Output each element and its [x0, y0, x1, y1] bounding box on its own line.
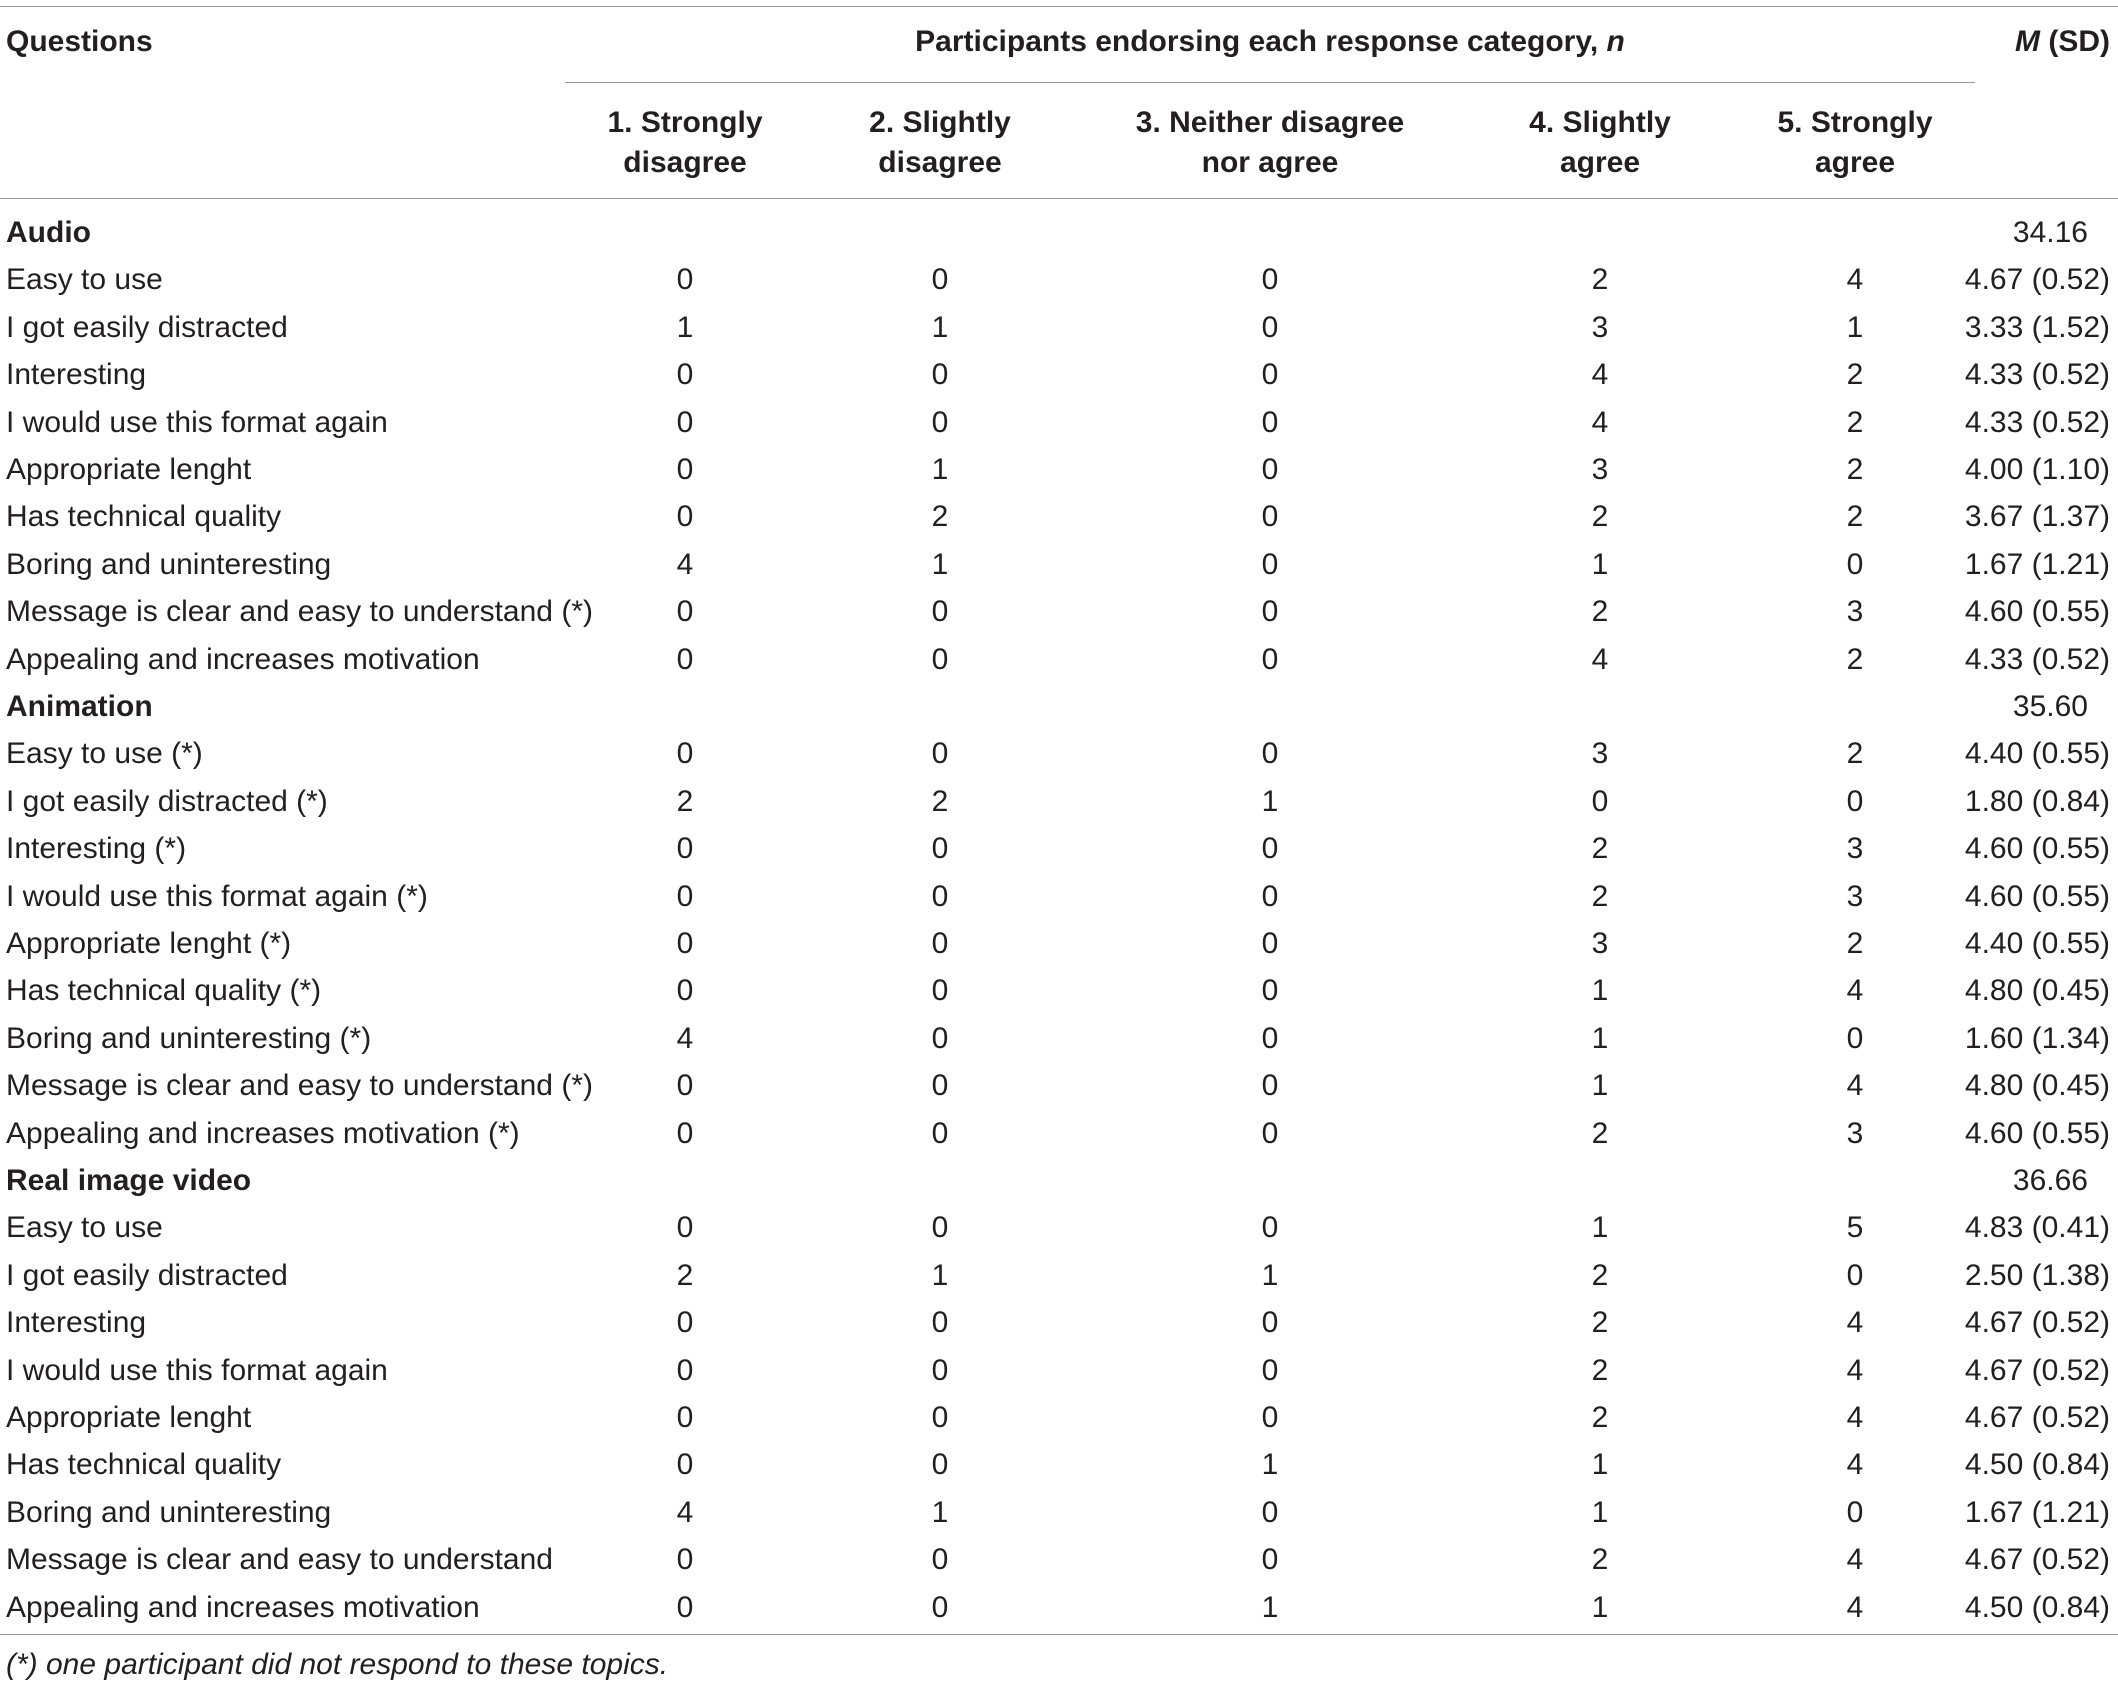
question-cell: I would use this format again (*) [6, 879, 428, 913]
table-row [0, 1348, 2118, 1395]
count-cell-3: 0 [1261, 1543, 1279, 1577]
count-cell-4: 2 [1591, 1258, 1609, 1292]
count-cell-1: 0 [676, 1401, 694, 1434]
mean-sd-cell: 4.67 (0.52) [1964, 1353, 2110, 1387]
count-cell-4: 2 [1591, 500, 1609, 534]
section-row [0, 684, 2118, 731]
count-cell-5: 3 [1846, 595, 1864, 629]
count-cell-2: 0 [931, 1306, 949, 1340]
count-cell-5: 0 [1846, 1021, 1864, 1055]
question-cell: Appealing and increases motivation (*) [6, 1116, 520, 1150]
table-row [0, 637, 2118, 684]
table-row [0, 1253, 2118, 1300]
mean-sd-cell: 4.60 (0.55) [1964, 595, 2110, 629]
header-questions: Questions [6, 25, 153, 58]
question-cell: Has technical quality (*) [6, 974, 322, 1008]
count-cell-5: 2 [1846, 453, 1864, 486]
count-cell-2: 0 [931, 1401, 949, 1434]
mean-sd-cell: 4.80 (0.45) [1964, 974, 2110, 1008]
table-row [0, 589, 2118, 636]
count-cell-5: 2 [1846, 737, 1864, 771]
table-row [0, 494, 2118, 541]
count-cell-1: 0 [676, 263, 694, 297]
count-cell-2: 0 [931, 1448, 949, 1482]
count-cell-1: 0 [676, 1211, 694, 1245]
count-cell-3: 0 [1261, 974, 1279, 1008]
count-cell-3: 0 [1261, 500, 1279, 534]
count-cell-5: 3 [1846, 879, 1864, 913]
table-row [0, 1442, 2118, 1489]
count-cell-2: 0 [931, 737, 949, 771]
count-cell-5: 4 [1846, 1590, 1864, 1624]
section-row [0, 1158, 2118, 1205]
count-cell-3: 0 [1261, 927, 1279, 960]
mean-sd-cell: 4.33 (0.52) [1964, 358, 2110, 392]
question-cell: Appealing and increases motivation [6, 642, 480, 676]
count-cell-3: 0 [1261, 879, 1279, 913]
table-row [0, 921, 2118, 968]
header-msd [2015, 22, 2110, 62]
table-row [0, 447, 2118, 494]
section-row [0, 210, 2118, 257]
table-top-rule [0, 6, 2118, 7]
column-header-line: agree [1814, 146, 1896, 179]
count-cell-5: 0 [1846, 1258, 1864, 1292]
count-cell-3: 0 [1261, 832, 1279, 866]
section-total: 34.16 [2012, 216, 2088, 249]
table-row [0, 305, 2118, 352]
count-cell-1: 4 [676, 1021, 694, 1055]
count-cell-5: 4 [1846, 1401, 1864, 1434]
mean-sd-cell: 3.67 (1.37) [1964, 500, 2110, 534]
count-cell-1: 0 [676, 974, 694, 1008]
count-cell-4: 2 [1591, 263, 1609, 297]
count-cell-3: 0 [1261, 358, 1279, 392]
count-cell-3: 0 [1261, 1069, 1279, 1103]
count-cell-1: 0 [676, 453, 694, 486]
count-cell-4: 2 [1591, 1353, 1609, 1387]
question-cell: Appropriate lenght (*) [6, 927, 292, 960]
table-row [0, 874, 2118, 921]
header-group-label-n: n [1606, 25, 1625, 58]
count-cell-4: 1 [1591, 1021, 1609, 1055]
count-cell-1: 4 [676, 547, 694, 581]
header-group-rule [565, 82, 1975, 83]
count-cell-1: 0 [676, 642, 694, 676]
count-cell-2: 0 [931, 1021, 949, 1055]
table-row [0, 779, 2118, 826]
question-cell: I got easily distracted [6, 310, 288, 344]
count-cell-3: 0 [1261, 453, 1279, 486]
count-cell-5: 0 [1846, 547, 1864, 581]
count-cell-3: 0 [1261, 263, 1279, 297]
count-cell-5: 2 [1846, 927, 1864, 960]
table-row [0, 1490, 2118, 1537]
header-bottom-rule [0, 198, 2118, 199]
section-total: 36.66 [2012, 1164, 2088, 1197]
header-msd-sd: (SD) [2040, 25, 2110, 58]
table-row [0, 1585, 2118, 1632]
count-cell-3: 0 [1261, 1116, 1279, 1150]
count-cell-2: 0 [931, 1116, 949, 1150]
count-cell-5: 5 [1846, 1211, 1864, 1245]
count-cell-2: 0 [931, 1069, 949, 1103]
mean-sd-cell: 4.67 (0.52) [1964, 1401, 2110, 1434]
count-cell-2: 0 [931, 927, 949, 960]
count-cell-1: 0 [676, 1590, 694, 1624]
section-total: 35.60 [2012, 690, 2088, 723]
table-row [0, 731, 2118, 778]
count-cell-5: 4 [1846, 263, 1864, 297]
question-cell: Interesting [6, 1306, 147, 1340]
count-cell-5: 0 [1846, 1495, 1864, 1529]
question-cell: Easy to use (*) [6, 737, 203, 771]
table-row [0, 542, 2118, 589]
column-header-line: 5. Strongly [1777, 106, 1933, 139]
count-cell-3: 0 [1261, 310, 1279, 344]
count-cell-2: 0 [931, 974, 949, 1008]
count-cell-2: 1 [931, 547, 949, 581]
count-cell-1: 0 [676, 879, 694, 913]
count-cell-5: 3 [1846, 832, 1864, 866]
mean-sd-cell: 3.33 (1.52) [1964, 310, 2110, 344]
question-cell: Boring and uninteresting [6, 547, 332, 581]
mean-sd-cell: 4.33 (0.52) [1964, 642, 2110, 676]
question-cell: Appealing and increases motivation [6, 1590, 480, 1624]
count-cell-4: 4 [1591, 405, 1609, 439]
count-cell-2: 0 [931, 595, 949, 629]
count-cell-5: 0 [1846, 784, 1864, 818]
count-cell-3: 0 [1261, 737, 1279, 771]
count-cell-1: 0 [676, 595, 694, 629]
count-cell-4: 2 [1591, 832, 1609, 866]
question-cell: I got easily distracted [6, 1258, 288, 1292]
count-cell-3: 0 [1261, 547, 1279, 581]
mean-sd-cell: 4.40 (0.55) [1964, 737, 2110, 771]
question-cell: Easy to use [6, 263, 163, 297]
count-cell-3: 0 [1261, 1211, 1279, 1245]
count-cell-4: 2 [1591, 1543, 1609, 1577]
question-cell: Appropriate lenght [6, 1401, 252, 1434]
mean-sd-cell: 4.67 (0.52) [1964, 263, 2110, 297]
count-cell-2: 1 [931, 310, 949, 344]
question-cell: Easy to use [6, 1211, 163, 1245]
column-header-line: disagree [623, 146, 747, 179]
count-cell-4: 4 [1591, 642, 1609, 676]
count-cell-4: 1 [1591, 1495, 1609, 1529]
count-cell-5: 2 [1846, 405, 1864, 439]
count-cell-4: 3 [1591, 310, 1609, 344]
table-row [0, 400, 2118, 447]
count-cell-3: 0 [1261, 595, 1279, 629]
count-cell-2: 0 [931, 1590, 949, 1624]
count-cell-1: 2 [676, 784, 694, 818]
count-cell-2: 0 [931, 832, 949, 866]
count-cell-5: 4 [1846, 1306, 1864, 1340]
count-cell-1: 4 [676, 1495, 694, 1529]
mean-sd-cell: 4.60 (0.55) [1964, 832, 2110, 866]
count-cell-2: 2 [931, 500, 949, 534]
count-cell-4: 1 [1591, 1069, 1609, 1103]
count-cell-1: 0 [676, 1353, 694, 1387]
count-cell-5: 4 [1846, 1448, 1864, 1482]
count-cell-1: 0 [676, 927, 694, 960]
question-cell: Message is clear and easy to understand (*) [6, 595, 593, 629]
count-cell-1: 0 [676, 1448, 694, 1482]
question-cell: Has technical quality [6, 1448, 282, 1482]
count-cell-4: 3 [1591, 927, 1609, 960]
mean-sd-cell: 1.67 (1.21) [1964, 547, 2110, 581]
mean-sd-cell: 2.50 (1.38) [1964, 1258, 2110, 1292]
count-cell-1: 0 [676, 358, 694, 392]
mean-sd-cell: 4.50 (0.84) [1964, 1448, 2110, 1482]
count-cell-5: 4 [1846, 1353, 1864, 1387]
count-cell-1: 0 [676, 1306, 694, 1340]
count-cell-2: 1 [931, 1495, 949, 1529]
mean-sd-cell: 4.60 (0.55) [1964, 879, 2110, 913]
count-cell-1: 0 [676, 405, 694, 439]
question-cell: I would use this format again [6, 1353, 388, 1387]
count-cell-1: 0 [676, 832, 694, 866]
count-cell-2: 2 [931, 784, 949, 818]
section-title: Real image video [6, 1164, 252, 1197]
count-cell-5: 1 [1846, 310, 1864, 344]
question-cell: Has technical quality [6, 500, 282, 534]
mean-sd-cell: 1.67 (1.21) [1964, 1495, 2110, 1529]
column-header-line: 3. Neither disagree [1135, 106, 1405, 139]
count-cell-3: 0 [1261, 1021, 1279, 1055]
mean-sd-cell: 4.50 (0.84) [1964, 1590, 2110, 1624]
table-row [0, 1016, 2118, 1063]
mean-sd-cell: 4.40 (0.55) [1964, 927, 2110, 960]
table-bottom-rule [0, 1634, 2118, 1635]
column-header-5 [1655, 103, 2055, 183]
mean-sd-cell: 4.83 (0.41) [1964, 1211, 2110, 1245]
count-cell-5: 3 [1846, 1116, 1864, 1150]
count-cell-5: 2 [1846, 500, 1864, 534]
count-cell-1: 0 [676, 737, 694, 771]
count-cell-3: 1 [1261, 784, 1279, 818]
question-cell: I would use this format again [6, 405, 388, 439]
header-group-label-text: Participants endorsing each response category, [915, 25, 1599, 58]
header-msd-m: M [2015, 25, 2040, 58]
count-cell-5: 2 [1846, 642, 1864, 676]
count-cell-5: 4 [1846, 974, 1864, 1008]
count-cell-1: 0 [676, 1543, 694, 1577]
table-row [0, 1395, 2118, 1442]
header-group-label [565, 22, 1975, 62]
question-cell: Appropriate lenght [6, 453, 252, 486]
count-cell-3: 1 [1261, 1258, 1279, 1292]
mean-sd-cell: 4.80 (0.45) [1964, 1069, 2110, 1103]
count-cell-1: 0 [676, 500, 694, 534]
count-cell-5: 4 [1846, 1069, 1864, 1103]
count-cell-4: 1 [1591, 1211, 1609, 1245]
table-row [0, 1111, 2118, 1158]
count-cell-3: 0 [1261, 1353, 1279, 1387]
count-cell-1: 0 [676, 1116, 694, 1150]
table-row [0, 826, 2118, 873]
mean-sd-cell: 4.67 (0.52) [1964, 1306, 2110, 1340]
count-cell-4: 4 [1591, 358, 1609, 392]
question-cell: Interesting (*) [6, 832, 187, 866]
mean-sd-cell: 1.60 (1.34) [1964, 1021, 2110, 1055]
count-cell-3: 1 [1261, 1590, 1279, 1624]
table-row [0, 352, 2118, 399]
count-cell-2: 1 [931, 453, 949, 486]
table-row [0, 1205, 2118, 1252]
count-cell-4: 1 [1591, 547, 1609, 581]
count-cell-2: 0 [931, 1543, 949, 1577]
mean-sd-cell: 4.67 (0.52) [1964, 1543, 2110, 1577]
count-cell-4: 2 [1591, 595, 1609, 629]
count-cell-1: 2 [676, 1258, 694, 1292]
question-cell: Boring and uninteresting (*) [6, 1021, 372, 1055]
count-cell-3: 0 [1261, 642, 1279, 676]
mean-sd-cell: 4.00 (1.10) [1964, 453, 2110, 486]
count-cell-4: 3 [1591, 737, 1609, 771]
table-row [0, 1300, 2118, 1347]
column-header-line: nor agree [1201, 146, 1339, 179]
count-cell-2: 0 [931, 642, 949, 676]
count-cell-4: 1 [1591, 1590, 1609, 1624]
count-cell-3: 0 [1261, 1306, 1279, 1340]
table-row [0, 1537, 2118, 1584]
count-cell-3: 1 [1261, 1448, 1279, 1482]
mean-sd-cell: 4.33 (0.52) [1964, 405, 2110, 439]
count-cell-4: 2 [1591, 879, 1609, 913]
column-header-line: agree [1559, 146, 1641, 179]
column-header-line: 1. Strongly [607, 106, 763, 139]
count-cell-2: 0 [931, 879, 949, 913]
table-row [0, 968, 2118, 1015]
count-cell-4: 2 [1591, 1306, 1609, 1340]
mean-sd-cell: 4.60 (0.55) [1964, 1116, 2110, 1150]
count-cell-2: 0 [931, 405, 949, 439]
question-cell: Message is clear and easy to understand [6, 1543, 553, 1577]
count-cell-4: 0 [1591, 784, 1609, 818]
section-title: Animation [6, 690, 153, 723]
count-cell-2: 0 [931, 1353, 949, 1387]
count-cell-4: 1 [1591, 974, 1609, 1008]
count-cell-2: 0 [931, 358, 949, 392]
question-cell: Interesting [6, 358, 147, 392]
column-header-line: disagree [878, 146, 1002, 179]
count-cell-5: 2 [1846, 358, 1864, 392]
count-cell-3: 0 [1261, 1495, 1279, 1529]
count-cell-2: 0 [931, 263, 949, 297]
count-cell-3: 0 [1261, 1401, 1279, 1434]
table-row [0, 257, 2118, 304]
count-cell-4: 2 [1591, 1116, 1609, 1150]
footnote: (*) one participant did not respond to these topics. [6, 1648, 669, 1681]
count-cell-2: 0 [931, 1211, 949, 1245]
count-cell-2: 1 [931, 1258, 949, 1292]
count-cell-4: 2 [1591, 1401, 1609, 1434]
count-cell-1: 1 [676, 310, 694, 344]
count-cell-1: 0 [676, 1069, 694, 1103]
count-cell-3: 0 [1261, 405, 1279, 439]
mean-sd-cell: 1.80 (0.84) [1964, 784, 2110, 818]
question-cell: Message is clear and easy to understand (*) [6, 1069, 593, 1103]
column-header-line: 2. Slightly [869, 106, 1011, 139]
column-header-line: 4. Slightly [1529, 106, 1671, 139]
question-cell: I got easily distracted (*) [6, 784, 328, 818]
section-title: Audio [6, 216, 91, 249]
table-row [0, 1063, 2118, 1110]
count-cell-4: 1 [1591, 1448, 1609, 1482]
count-cell-4: 3 [1591, 453, 1609, 486]
question-cell: Boring and uninteresting [6, 1495, 332, 1529]
count-cell-5: 4 [1846, 1543, 1864, 1577]
